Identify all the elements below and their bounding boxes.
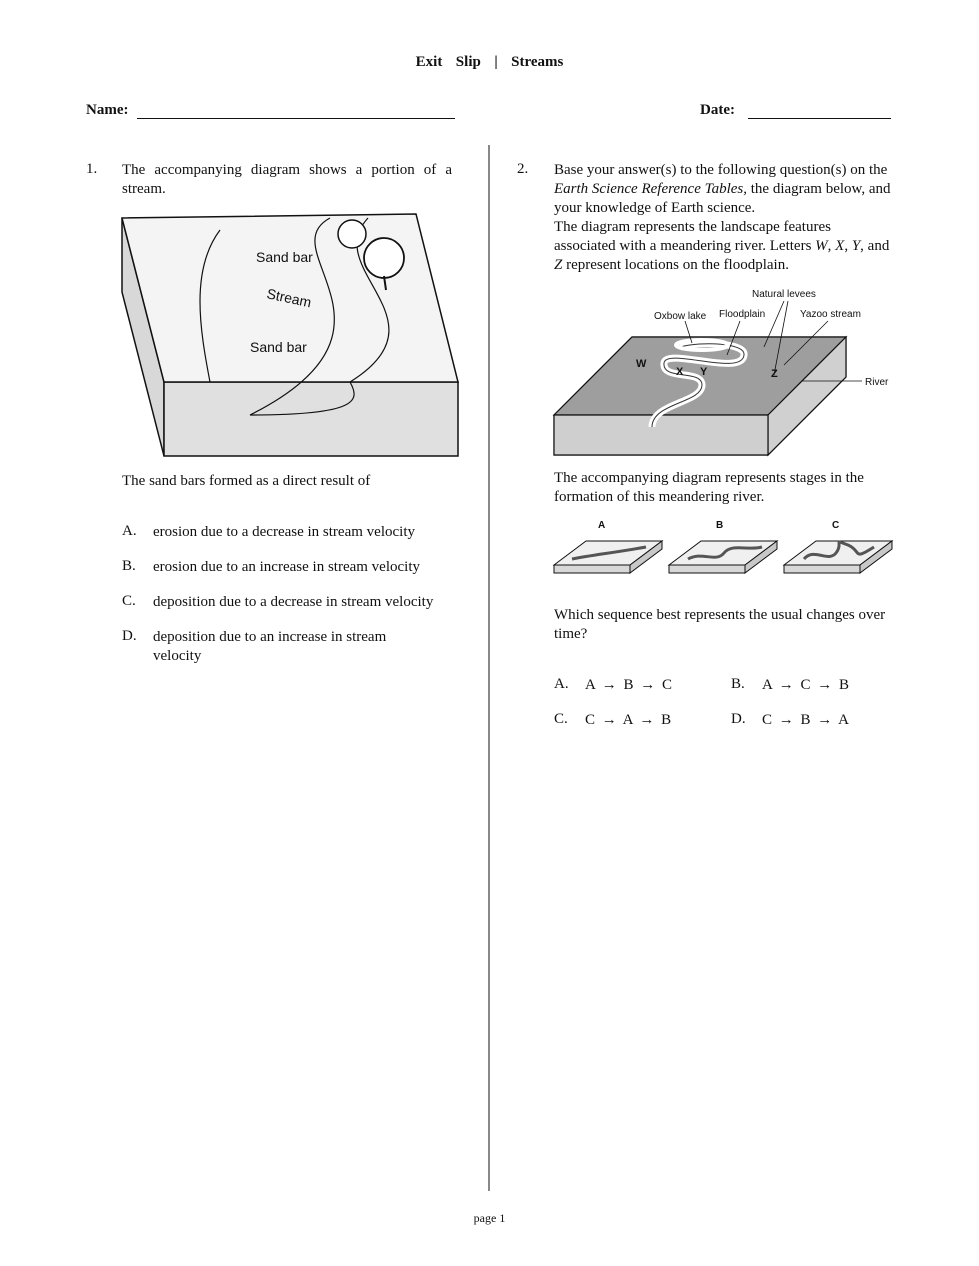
q2-stage-label-b: B [716, 520, 724, 531]
q2-label-floodplain: Floodplain [719, 309, 766, 320]
q1-option-c-letter: C. [122, 593, 136, 609]
q1-label-stream: Stream [265, 285, 313, 311]
q2-option-a-letter: A. [554, 676, 569, 692]
q2-desc-x: X [835, 238, 845, 254]
q2-desc-w: W [815, 238, 828, 254]
q2-desc-part1: The diagram represents the landscape features associated with a meandering river. Letters [554, 219, 831, 254]
q2-stages-diagram [552, 517, 894, 597]
q2-option-a[interactable]: A → B → C [585, 677, 673, 693]
q2-label-natural-levees: Natural levees [752, 289, 816, 300]
q1-label-sand-bar-top: Sand bar [256, 249, 313, 265]
q2-desc-z: Z [554, 257, 563, 273]
q2-desc-and: , and [860, 238, 890, 254]
date-field-line[interactable] [748, 118, 891, 119]
q2-stage-label-a: A [598, 520, 606, 531]
q2-option-c[interactable]: C → A → B [585, 712, 672, 728]
q1-option-b[interactable]: erosion due to an increase in stream velocity [153, 559, 420, 575]
q2-number: 2. [517, 161, 529, 177]
q1-number: 1. [86, 161, 98, 177]
q1-option-a-letter: A. [122, 523, 137, 539]
q2-intro-reference: Earth Science Reference Tables [554, 181, 744, 197]
q1-option-d-letter: D. [122, 628, 137, 644]
q2-intro [554, 161, 894, 275]
q2-intro-part1: Base your answer(s) to the following question(s) on the [554, 162, 888, 178]
q2-label-yazoo-stream: Yazoo stream [800, 309, 861, 320]
q2-stage-label-c: C [832, 520, 840, 531]
q2-option-b[interactable]: A → C → B [762, 677, 850, 693]
q2-desc-y: Y [851, 238, 861, 254]
q2-option-d[interactable]: C → B → A [762, 712, 850, 728]
page-number: page 1 [473, 1211, 506, 1225]
q2-label-x: X [676, 366, 684, 378]
q1-option-a[interactable]: erosion due to a decrease in stream velocity [153, 524, 415, 540]
q2-meander-diagram [552, 285, 894, 457]
q2-label-y: Y [700, 366, 708, 378]
q1-option-d[interactable]: deposition due to an increase in stream velocity [153, 629, 387, 664]
q2-option-b-letter: B. [731, 676, 745, 692]
q2-option-c-letter: C. [554, 711, 568, 727]
name-field-line[interactable] [137, 118, 455, 119]
q1-stream-diagram [120, 210, 462, 460]
q2-prompt: Which sequence best represents the usual changes over time? [554, 607, 886, 642]
q1-stem: The accompanying diagram shows a portion of a stream. [122, 162, 452, 197]
page-title: Exit Slip | Streams [415, 54, 564, 70]
q2-label-w: W [636, 358, 647, 370]
q2-label-river: River [865, 377, 889, 388]
date-label: Date: [700, 102, 735, 118]
q1-label-sand-bar-bottom: Sand bar [250, 339, 307, 355]
q1-option-c[interactable]: deposition due to a decrease in stream velocity [153, 594, 434, 610]
q2-label-z: Z [771, 368, 778, 380]
name-label: Name: [86, 102, 129, 118]
q2-desc-part2: represent locations on the floodplain. [562, 257, 789, 273]
q1-prompt: The sand bars formed as a direct result of [122, 473, 371, 489]
q2-desc-comma2: , [844, 238, 852, 254]
q2-stages-text: The accompanying diagram represents stages in the formation of this meandering river. [554, 470, 864, 505]
q2-option-d-letter: D. [731, 711, 746, 727]
q2-intro-part2: , the diagram below, and your knowledge of Earth science. [554, 181, 891, 216]
q1-option-b-letter: B. [122, 558, 136, 574]
column-divider [488, 145, 490, 1191]
q2-label-oxbow-lake: Oxbow lake [654, 311, 707, 322]
q2-desc-comma1: , [827, 238, 836, 254]
